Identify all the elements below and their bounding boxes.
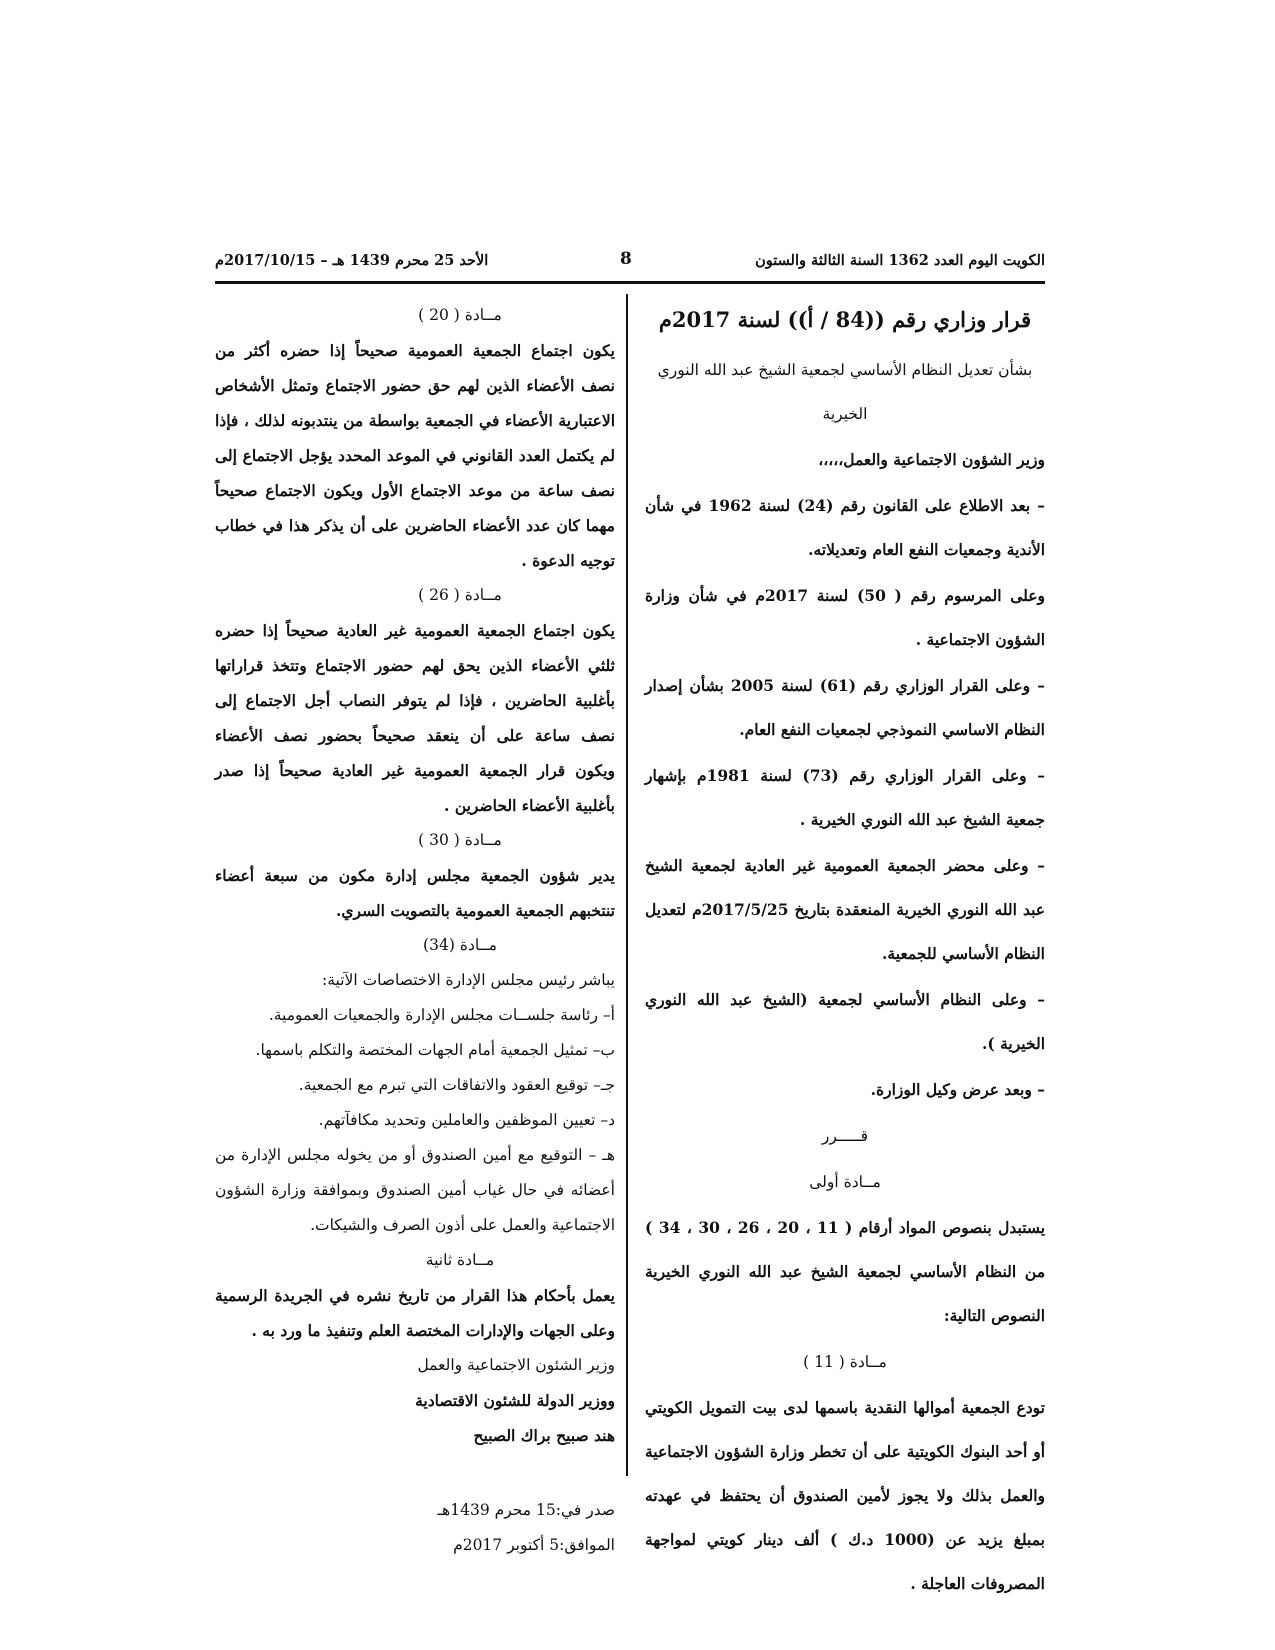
preamble-item: – وعلى محضر الجمعية العمومية غير العادية لجمعية الشيخ عبد الله النوري الخيرية المنعقدة بتاريخ 2017/5/25م لتعديل النظام الأساسي للجمعية. (645, 856, 1046, 963)
article-30-text: يدير شؤون الجمعية مجلس إدارة مكون من سبعة أعضاء تنتخبهم الجمعية العمومية بالتصويت السري. (215, 866, 615, 920)
issue-date: الأحد 25 محرم 1439 هـ – 2017/10/15م (215, 252, 489, 269)
preamble-item: وعلى المرسوم رقم ( 50) لسنة 2017م في شأن وزارة الشؤون الاجتماعية . (645, 586, 1046, 649)
minister-line: وزير الشؤون الاجتماعية والعمل،،،،، (818, 450, 1045, 469)
article-two-text: يعمل بأحكام هذا القرار من تاريخ نشره في الجريدة الرسمية وعلى الجهات والإدارات المختصة العلم وتنفيذ ما ورد به . (215, 1286, 615, 1340)
signatory-name: هند صبيح براك الصبيح (473, 1426, 615, 1445)
article-34-item: هـ – التوقيع مع أمين الصندوق أو من يخوله مجلس الإدارة من أعضائه في حال غياب أمين الصندوق وبموافقة وزارة الشؤون الاجتماعية والعمل على أذون الصرف والشيكات. (215, 1146, 615, 1234)
preamble-item: – وعلى القرار الوزاري رقم (73) لسنة 1981م بإشهار جمعية الشيخ عبد الله النوري الخيرية . (645, 766, 1045, 829)
page-header (215, 246, 1045, 276)
article-11-text: تودع الجمعية أموالها النقدية باسمها لدى بيت التمويل الكويتي أو أحد البنوك الكويتية على أن تخطر وزارة الشؤون الاجتماعية والعمل بذلك ولا يجوز لأمين الصندوق أن يحتفظ في عهدته بمبلغ يزيد عن (1000 د.ك ) ألف دينار كويتي لمواجهة المصروفات العاجلة . (645, 1398, 1045, 1593)
preamble-item: – وبعد عرض وكيل الوزارة. (870, 1080, 1045, 1099)
decided-heading: قـــــرر (821, 1127, 869, 1145)
article-34-item: جـ– توقيع العقود والاتفاقات التي تبرم مع الجمعية. (298, 1076, 615, 1094)
page-number: 8 (620, 249, 632, 269)
article-34-item: ب– تمثيل الجمعية أمام الجهات المختصة والتكلم باسمها. (255, 1041, 615, 1059)
signature-title: وزير الشئون الاجتماعية والعمل (417, 1356, 615, 1374)
right-column (645, 298, 1045, 1608)
article-26-heading: مــادة ( 26 ) (418, 586, 502, 604)
article-34-heading: مــادة (34) (423, 936, 497, 954)
signature-title: ووزير الدولة للشئون الاقتصادية (415, 1391, 615, 1410)
article-34-item: د– تعيين الموظفين والعاملين وتحديد مكافآتهم. (318, 1111, 615, 1129)
article-34-intro: يباشر رئيس مجلس الإدارة الاختصاصات الآتية: (321, 971, 615, 989)
article-34-item: أ– رئاسة جلســات مجلس الإدارة والجمعيات العمومية. (268, 1006, 615, 1024)
article-one-text: يستبدل بنصوص المواد أرقام ( 11 ، 20 ، 26 ، 30 ، 34 ) من النظام الأساسي لجمعية الشيخ عبد الله النوري الخيرية النصوص التالية: (645, 1218, 1046, 1325)
article-20-text: يكون اجتماع الجمعية العمومية صحيحاً إذا حضره أكثر من نصف الأعضاء الذين لهم حق حضور الاجتماع وتمثل الأشخاص الاعتبارية الأعضاء في الجمعية بواسطة من ينتدبونه لذلك ، فإذا لم يكتمل العدد القانوني في الموعد المحدد يؤجل الاجتماع إلى نصف ساعة من موعد الاجتماع الأول ويكون الاجتماع صحيحاً مهما كان عدد الأعضاء الحاضرين على أن يذكر هذا في خطاب توجيه الدعوة . (215, 341, 615, 570)
preamble-item: – بعد الاطلاع على القانون رقم (24) لسنة 1962 في شأن الأندية وجمعيات النفع العام وتعديلاته. (645, 496, 1045, 559)
article-26-text: يكون اجتماع الجمعية العمومية غير العادية صحيحاً إذا حضره ثلثي الأعضاء الذين يحق لهم حضور الاجتماع وتتخذ قراراتها بأغلبية الحاضرين ، فإذا لم يتوفر النصاب أجل الاجتماع إلى نصف ساعة على أن ينعقد صحيحاً بحضور نصف الأعضاء ويكون قرار الجمعية العمومية غير العادية صحيحاً إذا صدر بأغلبية الأعضاء الحاضرين . (215, 621, 615, 815)
column-divider (626, 294, 628, 1476)
preamble-item: – وعلى النظام الأساسي لجمعية (الشيخ عبد الله النوري الخيرية ). (645, 990, 1045, 1053)
article-one-heading: مــادة أولى (809, 1173, 881, 1191)
article-11-heading: مــادة ( 11 ) (803, 1353, 887, 1371)
article-20-heading: مــادة ( 20 ) (418, 306, 502, 324)
gazette-issue-label: الكويت اليوم العدد 1362 السنة الثالثة والستون (755, 252, 1045, 269)
article-two-heading: مــادة ثانية (425, 1251, 495, 1269)
left-column (215, 298, 615, 1563)
decision-subject: بشأن تعديل النظام الأساسي لجمعية الشيخ عبد الله النوري الخيرية (657, 361, 1033, 423)
preamble-item: – وعلى القرار الوزاري رقم (61) لسنة 2005 بشأن إصدار النظام الاساسي النموذجي لجمعيات النفع العام. (645, 676, 1046, 739)
issued-date: صدر في:15 محرم 1439هـ (437, 1501, 615, 1519)
corresponding-date: الموافق:5 أكتوبر 2017م (453, 1536, 615, 1554)
header-rule (215, 281, 1045, 284)
article-30-heading: مــادة ( 30 ) (418, 831, 502, 849)
decision-title: قرار وزاري رقم ((84 / أ)) لسنة 2017م (658, 307, 1032, 332)
